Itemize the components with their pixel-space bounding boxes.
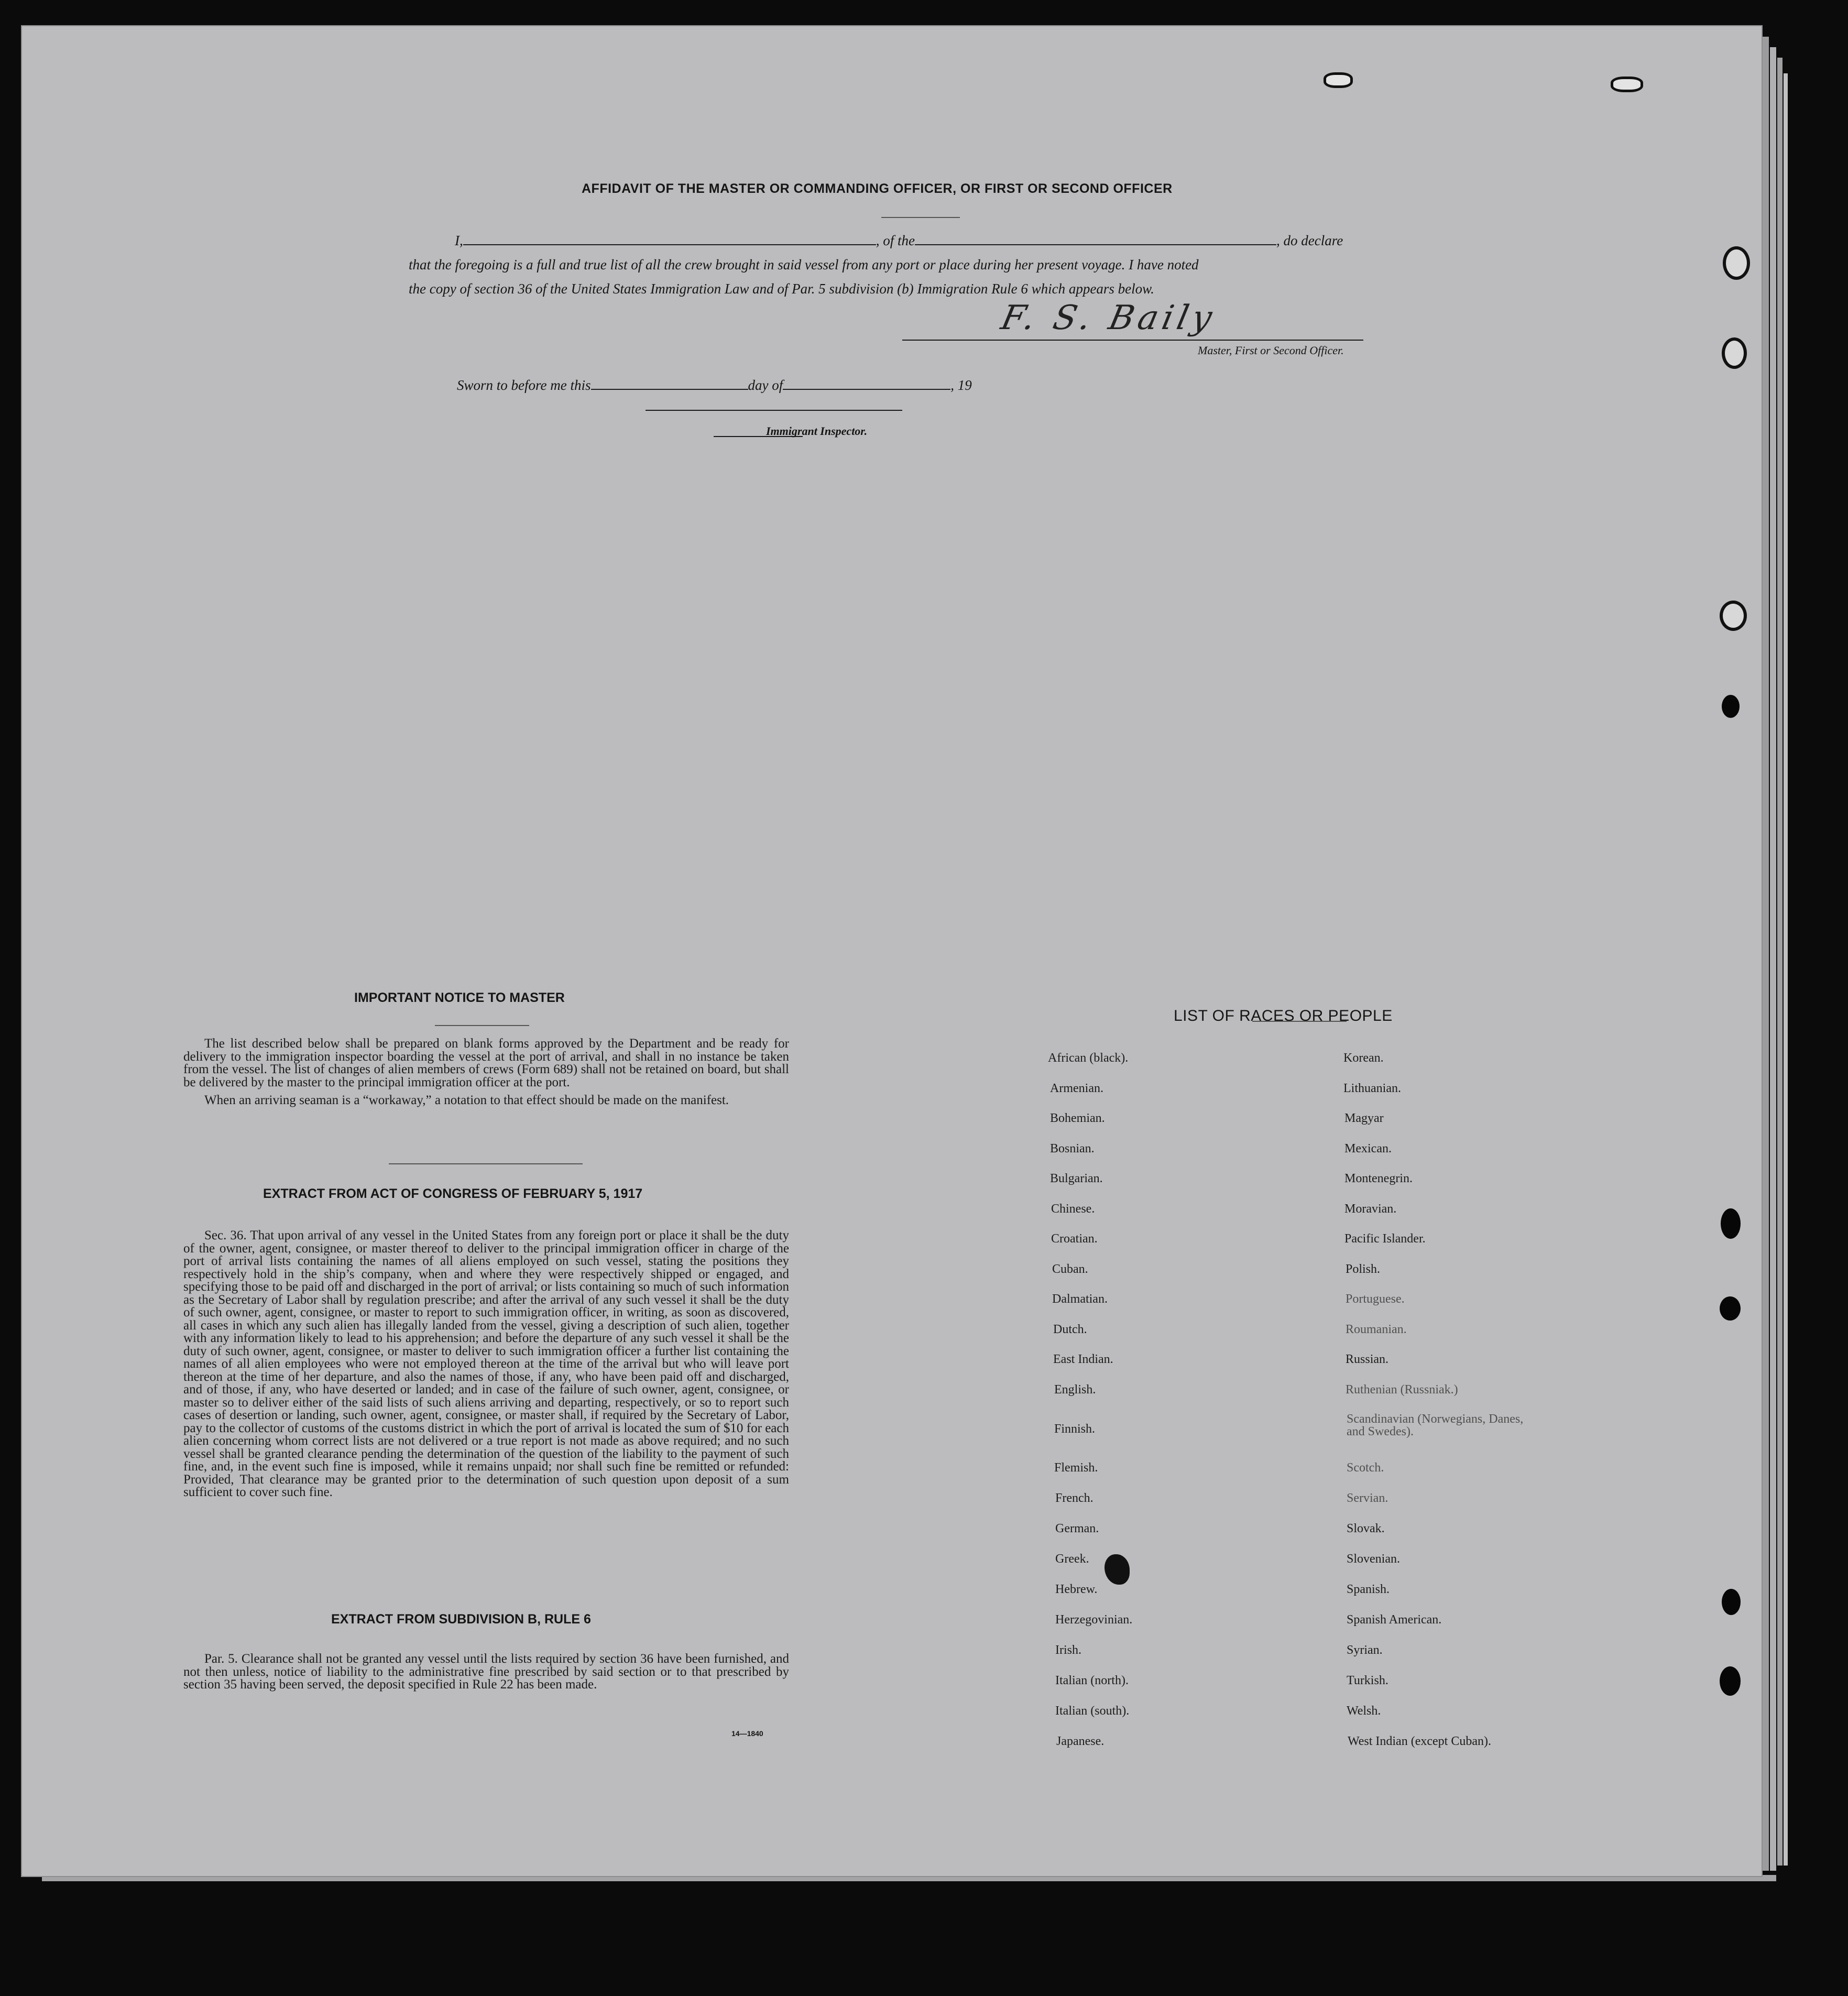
punch-hole-ring [1722,337,1747,369]
rule-6-text: Par. 5. Clearance shall not be granted any vessel until the lists required by section 36 have been furnished, and not then unless, notice of liability to the administrative fine prescribed by said section or to that prescribed by section 35 having been served, the deposit specified in Rule 22 has been made. [183,1652,789,1692]
race-item: Japanese. [1056,1735,1105,1748]
punch-hole-ring [1720,601,1747,631]
race-item: Lithuanian. [1343,1082,1401,1095]
race-item: Italian (south). [1055,1704,1130,1718]
affidavit-title: AFFIDAVIT OF THE MASTER OR COMMANDING OFFICER, OR FIRST OR SECOND OFFICER [582,181,1173,196]
race-item: Korean. [1343,1051,1384,1065]
race-item: Slovak. [1347,1522,1385,1535]
affidavit-of-the: , of the [876,233,915,248]
page-edge [1762,37,1769,1871]
race-item: Pacific Islander. [1344,1232,1426,1246]
punch-hole-ring [1723,246,1750,280]
extract-rule-body [183,1653,789,1697]
race-item: German. [1055,1522,1099,1535]
race-item: Spanish. [1347,1583,1390,1596]
race-item: Spanish American. [1347,1613,1442,1627]
race-item: Welsh. [1347,1704,1381,1718]
race-item: Russian. [1346,1353,1389,1366]
notice-paragraph: The list described below shall be prepared on blank forms approved by the Department and be ready for delivery to the immigration inspector boarding the vessel at the port of arrival, and shall in no instance be taken from the vessel. The list of changes of alien members of crews (Form 689) shall not be retained on board, but shall be delivered by the master to the principal immigration officer at the port. [183,1037,789,1089]
race-item: Croatian. [1051,1232,1098,1246]
sworn-line [457,377,972,394]
affidavit-do-declare: , do declare [1276,233,1343,248]
affidavit-line-2: that the foregoing is a full and true list of all the crew brought in said vessel from any port or place during her present voyage. I have noted [409,257,1199,272]
divider [389,1163,583,1164]
section-36-text: Sec. 36. That upon arrival of any vessel in the United States from any foreign port or place it shall be the duty of the owner, agent, consignee, or master thereof to deliver to the principal immigration officer in charge of the port of arrival lists containing the names of all aliens employed on such vessel, stating the positions they respectively hold in the ship’s company, when and where they were respectively shipped or engaged, and specifying those to be paid off and discharged in the port of arrival; or lists containing so much of such information as the Secretary of Labor shall by regulation prescribe; and after the arrival of any such vessel it shall be the duty of such owner, agent, consignee, or master to report to such immigration officer, in writing, as soon as discovered, all cases in which any such alien has illegally landed from the vessel, giving a description of such alien, together with any information likely to lead to his apprehension; and before the departure of any such vessel it shall be the duty of such owner, agent, consignee, or master to deliver to such immigration officer a further list containing the names of all alien employees who were not employed thereon at the time of the arrival but who will leave port thereon at the time of her departure, and also the names of those, if any, who have been paid off and discharged, and of those, if any, who have deserted or landed; and in case of the failure of such owner, agent, consignee, or master so to deliver either of the said lists of such aliens arriving and departing, respectively, or so to report such cases of desertion or landing, such owner, agent, consignee, or master shall, if required by the Secretary of Labor, pay to the collector of customs of the customs district in which the port of arrival is located the sum of $10 for each alien concerning whom correct lists are not delivered or a true report is not made as above required; and no such vessel shall be granted clearance pending the determination of the question of the liability to the payment of such fine, and, in the event such fine is imposed, while it remains unpaid; nor shall such fine be remitted or refunded: Provided, That clearance may be granted prior to the determination of such question upon deposit of a sum sufficient to cover such fine. [183,1228,789,1499]
divider [435,1025,529,1026]
race-item: Montenegrin. [1344,1172,1413,1185]
affidavit-i: I, [455,233,463,248]
race-item: Roumanian. [1346,1323,1407,1336]
races-title: LIST OF RACES OR PEOPLE [1174,1007,1393,1024]
race-item: Dalmatian. [1052,1292,1108,1306]
race-item: Hebrew. [1055,1583,1098,1596]
inspector-caption: Immigrant Inspector. [766,424,868,438]
race-item: Portuguese. [1346,1292,1405,1306]
race-item: Irish. [1055,1643,1081,1657]
race-item: Turkish. [1347,1674,1388,1687]
extract-act-body [183,1229,789,1504]
race-item: Greek. [1055,1552,1089,1566]
page-edge [1777,58,1783,1866]
punch-hole [1722,695,1740,718]
month-blank [783,379,950,390]
race-item: Italian (north). [1055,1674,1129,1687]
divider [1252,1021,1347,1022]
race-item: Polish. [1346,1262,1381,1276]
page-edge [1770,47,1776,1871]
race-item: English. [1054,1383,1096,1397]
ink-blot [1105,1554,1130,1585]
race-item: Herzegovinian. [1055,1613,1133,1627]
race-item: French. [1055,1491,1094,1505]
extract-rule-title: EXTRACT FROM SUBDIVISION B, RULE 6 [331,1612,591,1627]
inspector-signature-line [646,410,902,411]
race-item: Bulgarian. [1050,1172,1103,1185]
punch-hole [1720,1666,1741,1696]
race-item: Chinese. [1051,1202,1095,1216]
punch-hole [1721,1208,1741,1239]
sworn-year: , 19 [950,377,972,393]
day-blank [591,379,748,390]
document-page [21,25,1763,1877]
race-item: Cuban. [1052,1262,1088,1276]
affidavit-line-1 [455,233,1343,249]
divider [881,217,960,218]
race-item: Bosnian. [1050,1142,1095,1155]
master-signature: F. S. Baily [998,299,1220,337]
race-item: East Indian. [1053,1353,1113,1366]
race-item: Bohemian. [1050,1111,1105,1125]
sworn-day-of: day of [748,377,783,393]
race-item: Finnish. [1054,1422,1096,1436]
punch-hole [1720,1296,1741,1321]
vessel-blank [915,235,1276,245]
name-blank [463,235,876,245]
signature-line [902,340,1363,341]
form-number: 14—1840 [731,1729,763,1738]
race-item: Syrian. [1347,1643,1383,1657]
race-item: African (black). [1048,1051,1129,1065]
race-item: Scotch. [1347,1461,1384,1475]
notice-title: IMPORTANT NOTICE TO MASTER [354,990,565,1005]
race-item: Armenian. [1050,1082,1103,1095]
race-item: Slovenian. [1347,1552,1400,1566]
race-item: Ruthenian (Russniak.) [1346,1383,1458,1397]
page-edge [1784,73,1788,1866]
notice-paragraph: When an arriving seaman is a “workaway,” a notation to that effect should be made on the manifest. [204,1093,729,1107]
race-item: Mexican. [1344,1142,1392,1155]
binding-clip-mark [1324,72,1353,88]
race-item: Magyar [1344,1111,1384,1125]
extract-act-title: EXTRACT FROM ACT OF CONGRESS OF FEBRUARY 5, 1917 [263,1186,643,1201]
race-item: Servian. [1347,1491,1388,1505]
binding-clip-mark [1611,77,1643,92]
race-item: West Indian (except Cuban). [1348,1735,1491,1748]
race-item: Moravian. [1344,1202,1397,1216]
race-item: Dutch. [1053,1323,1087,1336]
punch-hole [1722,1589,1741,1615]
affidavit-line-3: the copy of section 36 of the United States Immigration Law and of Par. 5 subdivision (b) Immigration Rule 6 which appears below. [409,281,1154,297]
signature-caption: Master, First or Second Officer. [1198,344,1344,357]
race-item: Flemish. [1054,1461,1098,1475]
sworn-prefix: Sworn to before me this [457,377,591,393]
race-item: Scandinavian (Norwegians, Danes, and Swedes). [1347,1412,1524,1438]
notice-body [183,1038,789,1112]
